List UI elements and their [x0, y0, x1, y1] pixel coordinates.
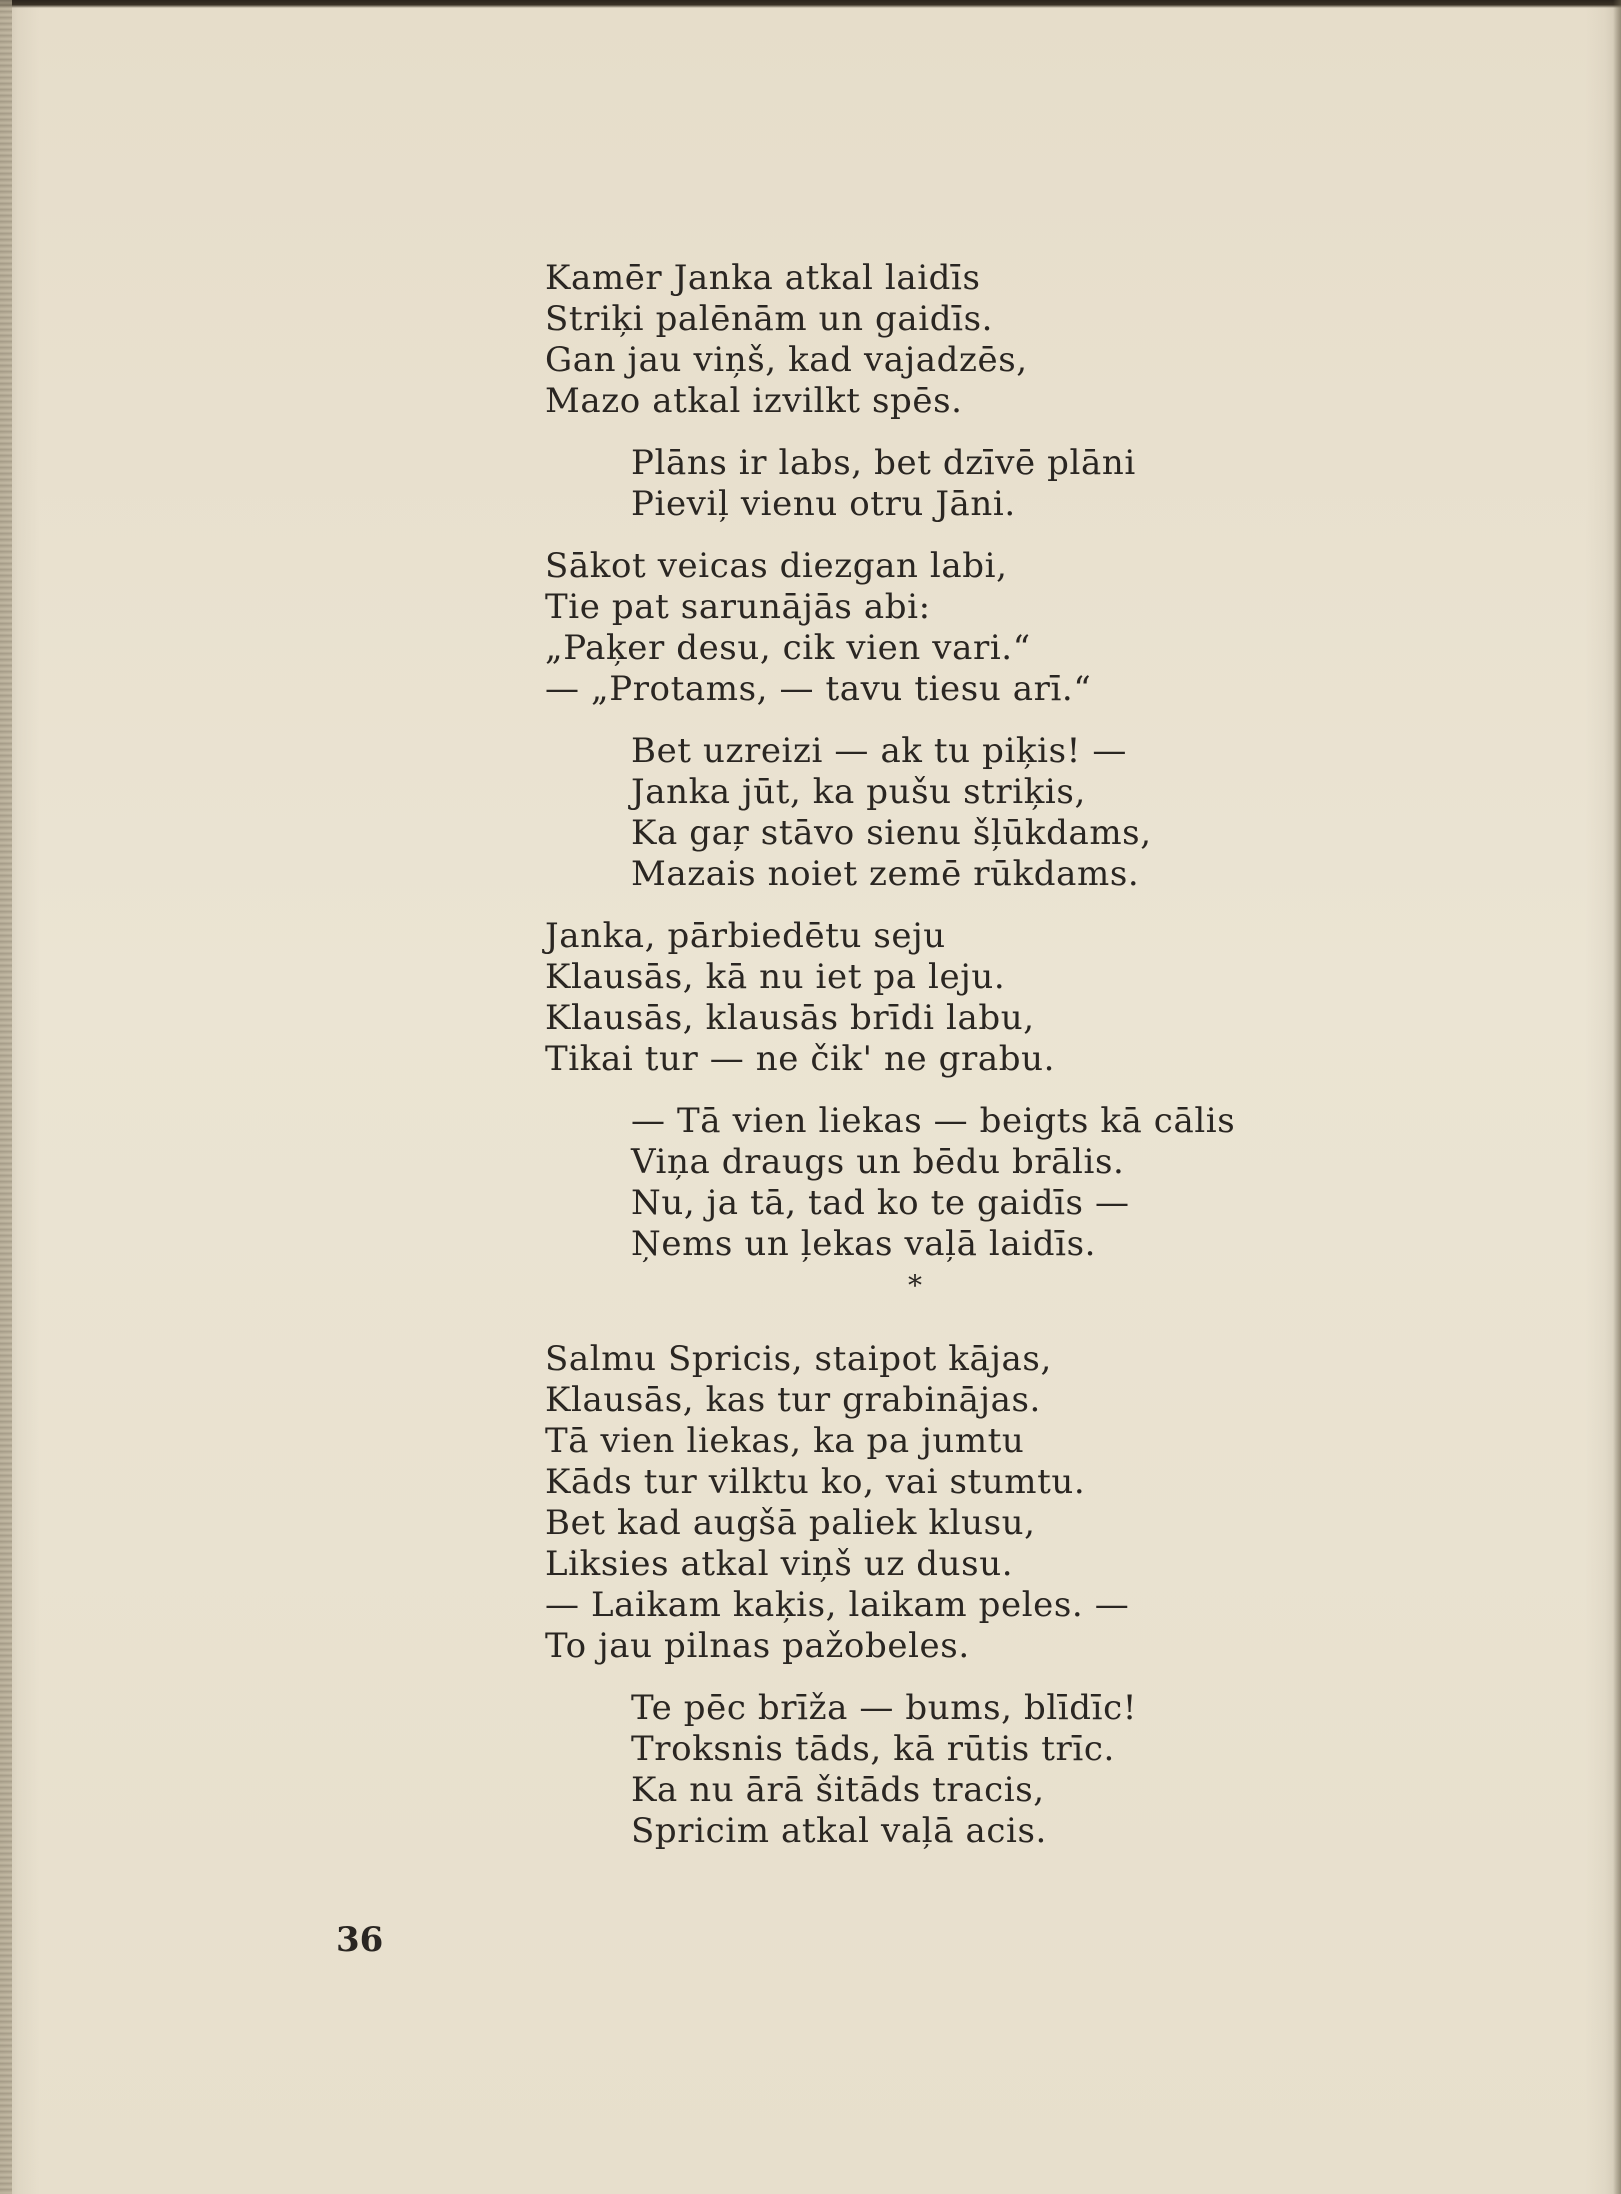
- poem-line: Kamēr Janka atkal laidīs: [545, 258, 981, 298]
- poem-line: Tikai tur — ne čik' ne grabu.: [545, 1039, 1056, 1079]
- poem-line: Bet kad augšā paliek klusu,: [545, 1503, 1036, 1543]
- stanza-3: [545, 546, 1545, 710]
- page-number: 36: [336, 1920, 384, 1960]
- poem-line: Liksies atkal viņš uz dusu.: [545, 1544, 1014, 1584]
- poem-line: Mazais noiet zemē rūkdams.: [631, 854, 1140, 894]
- stanza-6: [545, 1101, 1545, 1265]
- stanza-1: [545, 258, 1545, 422]
- poem-line: Troksnis tāds, kā rūtis trīc.: [631, 1729, 1115, 1769]
- poem-line: Plāns ir labs, bet dzīvē plāni: [631, 443, 1136, 483]
- stanza-2: [545, 443, 1545, 525]
- poem-line: Klausās, klausās brīdi labu,: [545, 998, 1035, 1038]
- poem-line: — „Protams, — tavu tiesu arī.“: [545, 669, 1092, 709]
- poem-line: Tie pat sarunājās abi:: [545, 587, 931, 627]
- poem-line: Mazo atkal izvilkt spēs.: [545, 381, 963, 421]
- poem-line: — Tā vien liekas — beigts kā cālis: [631, 1101, 1236, 1141]
- poem-line: Salmu Spricis, staipot kājas,: [545, 1339, 1052, 1379]
- poem-line: Janka jūt, ka pušu striķis,: [631, 772, 1086, 812]
- poem-line: Striķi palēnām un gaidīs.: [545, 299, 994, 339]
- poem-text: [545, 258, 1545, 1852]
- poem-line: Spricim atkal vaļā acis.: [631, 1811, 1047, 1851]
- poem-line: Te pēc brīža — bums, blīdīc!: [631, 1688, 1138, 1728]
- poem-line: Bet uzreizi — ak tu piķis! —: [631, 731, 1127, 771]
- poem-line: Gan jau viņš, kad vajadzēs,: [545, 340, 1028, 380]
- poem-line: Pieviļ vienu otru Jāni.: [631, 484, 1016, 524]
- poem-line: Viņa draugs un bēdu brālis.: [631, 1142, 1125, 1182]
- page-top-edge: [0, 0, 1621, 8]
- poem-line: Kāds tur vilktu ko, vai stumtu.: [545, 1462, 1086, 1502]
- poem-line: Klausās, kā nu iet pa leju.: [545, 957, 1006, 997]
- poem-line: Ņems un ļekas vaļā laidīs.: [631, 1224, 1097, 1264]
- poem-line: Nu, ja tā, tad ko te gaidīs —: [631, 1183, 1130, 1223]
- stanza-5: [545, 916, 1545, 1080]
- poem-line: — Laikam kaķis, laikam peles. —: [545, 1585, 1130, 1625]
- poem-line: Klausās, kas tur grabinājas.: [545, 1380, 1041, 1420]
- poem-line: Sākot veicas diezgan labi,: [545, 546, 1008, 586]
- page-binding-edge: [0, 0, 12, 2194]
- stanza-7: [545, 1339, 1545, 1667]
- poem-line: Janka, pārbiedētu seju: [545, 916, 946, 956]
- poem-line: Ka nu ārā šitāds tracis,: [631, 1770, 1045, 1810]
- stanza-8: [545, 1688, 1545, 1852]
- poem-line: To jau pilnas pažobeles.: [545, 1626, 970, 1666]
- stanza-4: [545, 731, 1545, 895]
- section-separator-asterisk: *: [908, 1269, 922, 1302]
- poem-line: Ka gaŗ stāvo sienu šļūkdams,: [631, 813, 1152, 853]
- page-right-edge: [1613, 0, 1621, 2194]
- poem-line: Tā vien liekas, ka pa jumtu: [545, 1421, 1025, 1461]
- poem-line: „Paķer desu, cik vien vari.“: [545, 628, 1031, 668]
